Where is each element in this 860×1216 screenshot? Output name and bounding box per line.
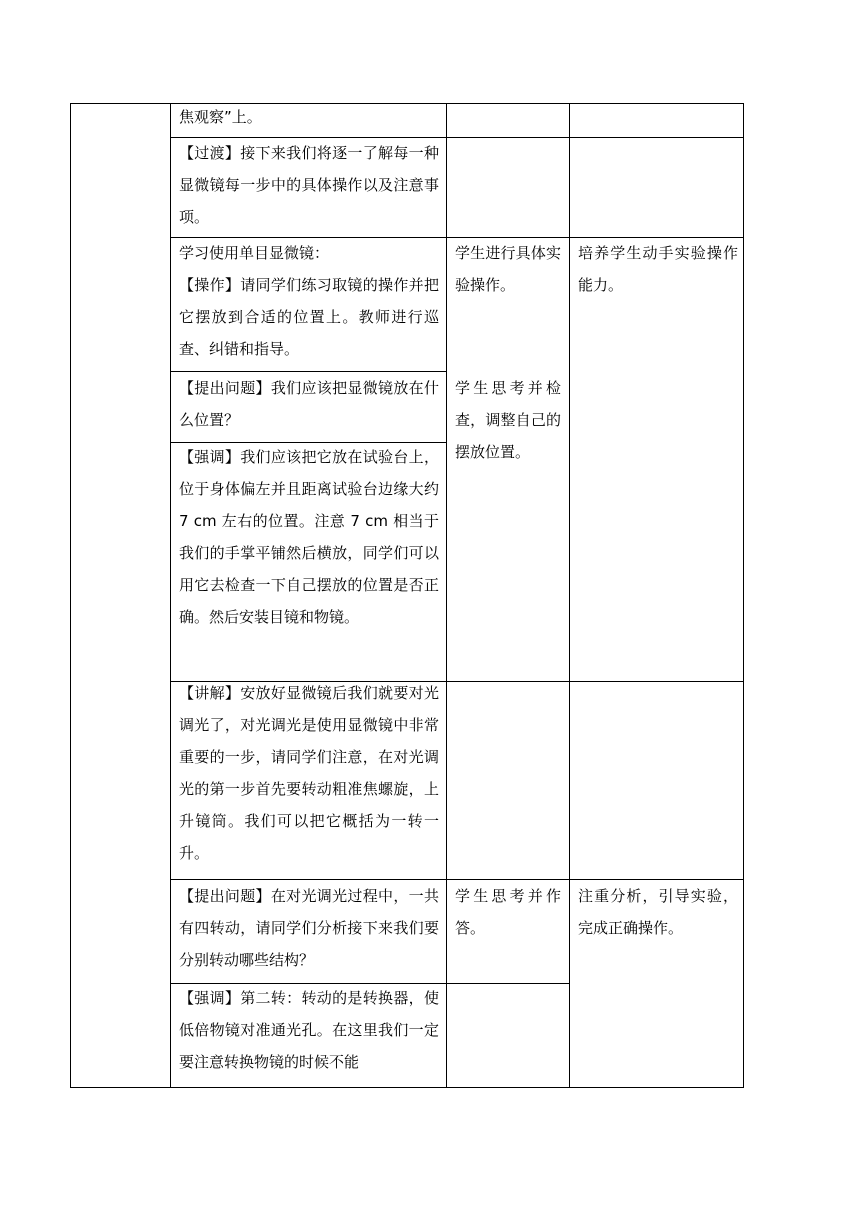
intent-cell-2 xyxy=(578,237,738,301)
process-text: 【强调】第二转：转动的是转换器，使低倍物镜对准通光孔。在这里我们一定要注意转换物镜的时候不能 xyxy=(179,989,439,1071)
process-text: 焦观察”上。 xyxy=(179,108,262,126)
process-cell-2 xyxy=(179,237,439,365)
student-activity-text: 学生进行具体实验操作。 xyxy=(455,244,561,294)
process-text: 【操作】请同学们练习取镜的操作并把它摆放到合适的位置上。教师进行巡查、纠错和指导。 xyxy=(179,276,439,358)
process-text: 【提出问题】我们应该把显微镜放在什么位置？ xyxy=(179,379,439,429)
process-cell-6 xyxy=(179,880,439,976)
design-intent-text: 培养学生动手实验操作能力。 xyxy=(578,244,738,294)
process-heading: 学习使用单目显微镜： xyxy=(179,244,330,262)
process-cell-1 xyxy=(179,137,439,233)
student-cell-3 xyxy=(455,372,561,468)
process-text: 【过渡】接下来我们将逐一了解每一种显微镜每一步中的具体操作以及注意事项。 xyxy=(179,144,439,226)
student-cell-2 xyxy=(455,237,561,301)
process-cell-4 xyxy=(179,441,439,633)
process-cell-0 xyxy=(179,101,439,133)
process-text: 【提出问题】在对光调光过程中，一共有四转动，请同学们分析接下来我们要分别转动哪些结构？ xyxy=(179,887,439,969)
student-activity-text: 学生思考并作答。 xyxy=(455,887,561,937)
process-text: 【讲解】安放好显微镜后我们就要对光调光了，对光调光是使用显微镜中非常重要的一步，请同学们注意，在对光调光的第一步首先要转动粗准焦螺旋，上升镜筒。我们可以把它概括为一转一升。 xyxy=(179,684,439,862)
process-cell-5 xyxy=(179,677,439,869)
student-cell-6 xyxy=(455,880,561,944)
process-cell-3 xyxy=(179,372,439,436)
design-intent-text: 注重分析，引导实验，完成正确操作。 xyxy=(578,887,738,937)
intent-cell-6 xyxy=(578,880,738,944)
student-activity-text: 学生思考并检查，调整自己的摆放位置。 xyxy=(455,379,561,461)
process-text: 【强调】我们应该把它放在试验台上，位于身体偏左并且距离试验台边缘大约 7 cm 左右的位置。注意 7 cm 相当于我们的手掌平铺然后横放，同学们可以用它去检查一下自己摆放的位置是否正确。然后安装目镜和物镜。 xyxy=(179,448,439,626)
process-cell-7 xyxy=(179,982,439,1078)
